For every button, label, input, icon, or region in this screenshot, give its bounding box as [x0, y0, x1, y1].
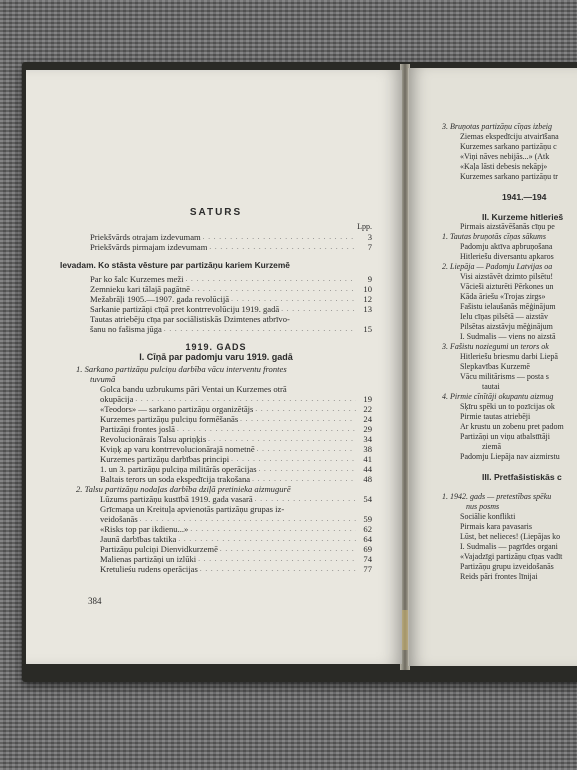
toc-page-number: 19: [363, 394, 372, 404]
spacer: [442, 462, 577, 472]
toc-entry: [60, 534, 372, 544]
toc-entry: [60, 504, 372, 514]
right-page-line: Reids pāri frontes līnijai: [460, 572, 538, 581]
toc-entry: [60, 444, 372, 454]
right-page-line: Kurzemes sarkano partizāņu tr: [460, 172, 558, 181]
toc-entry-text: Partizāņu pulciņi Dienvidkurzemē: [100, 544, 218, 554]
toc-entry: [60, 384, 372, 394]
page-number: 384: [88, 596, 102, 606]
right-page-line: II. Kurzeme hitlerieš: [482, 212, 564, 222]
toc-entry-text: Tautas atriebēju cīņa par sociālistiskās Dzimtenes atbrīvo-: [90, 314, 290, 324]
right-page-line: Visi aizstāvēt dzimto pilsētu!: [460, 272, 554, 281]
toc-page-number: 3: [367, 232, 372, 242]
toc-entry-text: Partizāņi frontes joslā: [100, 424, 175, 434]
toc-entry: [60, 544, 372, 554]
toc-entry-text: «Risks top par ikdienu...»: [100, 524, 189, 534]
right-page-line: Sķīru spēki un to pozīcijas ok: [460, 402, 555, 411]
dot-leader: [190, 524, 356, 534]
toc-page-number: 74: [363, 554, 372, 564]
toc-entry: [60, 564, 372, 574]
right-page-line: Pirmais aizstāvēšanās cīņu pe: [460, 222, 555, 231]
right-page-line: Ziemas ekspedīciju atvairīšana: [460, 132, 559, 141]
toc-entry-text: Baltais terors un soda ekspedīcija trakošana: [100, 474, 251, 484]
toc-entry-text: Jaunā darbības taktika: [100, 534, 177, 544]
right-page-line: 1941.—194: [502, 192, 547, 202]
toc-entry-text: 1. un 3. partizāņu pulciņa militārās operācijas: [100, 464, 257, 474]
toc-page-number: 13: [363, 304, 372, 314]
toc-entry-text: «Teodors» — sarkano partizāņu organizētājs: [100, 404, 254, 414]
spacer: [442, 482, 577, 492]
right-page-line: «Kaļa lāsti debesis nekāpj»: [460, 162, 548, 171]
toc-entry-text: Zemnieku kari tālajā pagātnē: [90, 284, 190, 294]
toc-page-number: 62: [363, 524, 372, 534]
toc-entry: [60, 404, 372, 414]
section-1-list: [60, 384, 372, 484]
toc-entry-text: Par ko šalc Kurzemes meži: [90, 274, 184, 284]
toc-entry: [60, 394, 372, 404]
toc-entry: [60, 242, 372, 252]
right-page-line: 3. Bruņotas partizāņu cīņas izbeig: [442, 122, 553, 131]
dot-leader: [203, 232, 356, 242]
right-page-line: III. Pretfašistiskās c: [482, 472, 562, 482]
right-page-line: Hitleriešu briesmu darbi Liepā: [460, 352, 558, 361]
right-page-line: Ielu cīņas pilsētā — aizstāv: [460, 312, 548, 321]
toc-entry: [60, 494, 372, 504]
toc-entry-text: Grīcmaņa un Kreituļa apvienotās partizāņu grupas iz-: [100, 504, 285, 514]
toc-page-number: 22: [363, 404, 372, 414]
intro-list: [60, 274, 372, 334]
right-page-line: I. Sudmalis — viens no aizstā: [460, 332, 556, 341]
dot-leader: [281, 304, 356, 314]
toc-page-number: 44: [363, 464, 372, 474]
toc-entry-text: okupācija: [100, 394, 134, 404]
right-page-line: tautai: [482, 382, 500, 391]
right-page-line: 1. Tautas bruņotās cīņas sākums: [442, 232, 546, 241]
toc-page-number: 64: [363, 534, 372, 544]
right-page-line: nus posms: [466, 502, 500, 511]
right-page-line: Lūst, bet nelieces! (Liepājas ko: [460, 532, 561, 541]
toc-page-number: 12: [363, 294, 372, 304]
right-page-line: Slepkavības Kurzemē: [460, 362, 530, 371]
toc-page-number: 54: [363, 494, 372, 504]
section-2-heading: 2. Talsu partizāņu nodaļas darbība dziļā pretinieka aizmugurē: [76, 484, 291, 494]
toc-entry: [60, 524, 372, 534]
dot-leader: [231, 454, 356, 464]
toc-entry: [60, 274, 372, 284]
right-page-line: ziemā: [482, 442, 502, 451]
dot-leader: [252, 474, 356, 484]
right-page-line: 2. Liepāja — Padomju Latvijas oa: [442, 262, 553, 271]
toc-entry: [60, 294, 372, 304]
dot-leader: [135, 394, 356, 404]
toc-entry: [60, 474, 372, 484]
right-page-text: [442, 122, 577, 582]
right-page-line: Ar krustu un zobenu pret padom: [460, 422, 564, 431]
dot-leader: [177, 424, 356, 434]
right-page-line: I. Sudmalis — pagrīdes organi: [460, 542, 558, 551]
toc-entry: [60, 424, 372, 434]
right-page-line: Hitleriešu diversantu apkaros: [460, 252, 554, 261]
spacer: [442, 202, 577, 212]
toc-entry-text: Kviņķ ap varu kontrrevolucionārajā nometnē: [100, 444, 255, 454]
right-page-line: Partizāņu grupu izveidošanās: [460, 562, 554, 571]
toc-entry-text: Mežabrāļi 1905.—1907. gada revolūcijā: [90, 294, 230, 304]
dot-leader: [140, 514, 356, 524]
table-of-contents: [60, 200, 372, 574]
dot-leader: [186, 274, 356, 284]
right-page-line: Pirmais kara pavasaris: [460, 522, 532, 531]
right-page-line: 3. Fašistu noziegumi un terors ok: [442, 342, 549, 351]
right-page-line: Padomju aktīva apbruņošana: [460, 242, 553, 251]
dot-leader: [178, 534, 356, 544]
toc-entry: [60, 514, 372, 524]
toc-entry-text: Kurzemes partizāņu pulciņu formēšanās: [100, 414, 239, 424]
dot-leader: [255, 494, 356, 504]
dot-leader: [209, 242, 356, 252]
toc-entry-text: Kurzemes partizāņu darbības principi: [100, 454, 230, 464]
toc-page-number: 38: [363, 444, 372, 454]
dot-leader: [164, 324, 356, 334]
right-page-line: Kāda āriešu «Trojas zirgs»: [460, 292, 546, 301]
right-page-line: Partizāņi un viņu atbalstītāji: [460, 432, 550, 441]
toc-page-number: 15: [363, 324, 372, 334]
dot-leader: [257, 444, 356, 454]
toc-page-number: 24: [363, 414, 372, 424]
right-page-line: Vācu militārisms — posta s: [460, 372, 549, 381]
toc-entry-text: Kretulieśu rudens operācijas: [100, 564, 198, 574]
toc-page-number: 10: [363, 284, 372, 294]
right-page-line: Vācieši aizturēti Pērkones un: [460, 282, 554, 291]
toc-title: SATURS: [189, 207, 243, 218]
right-page-line: Pirmie tautas atriebēji: [460, 412, 531, 421]
toc-entry-text: Malienas partizāņi un izlūki: [100, 554, 197, 564]
part-title: I. Cīņā par padomju varu 1919. gadā: [139, 352, 293, 362]
year-heading: 1919. GADS: [185, 342, 247, 352]
toc-entry: [60, 464, 372, 474]
toc-entry-text: Golca bandu uzbrukums pāri Ventai un Kurzemes otrā: [100, 384, 287, 394]
toc-entry: [60, 554, 372, 564]
toc-entry: [60, 314, 372, 324]
toc-entry: [60, 414, 372, 424]
section-1-heading: 1. Sarkano partizāņu pulciņu darbība vācu interventu frontes tuvumā: [76, 364, 287, 384]
dot-leader: [240, 414, 356, 424]
toc-entry: [60, 232, 372, 242]
toc-page-number: 29: [363, 424, 372, 434]
toc-entry-text: Revolucionārais Talsu apriņķis: [100, 434, 207, 444]
toc-entry-text: Lūzums partizāņu kustībā 1919. gada vasarā: [100, 494, 253, 504]
toc-entry-text: Priekšvārds pirmajam izdevumam: [90, 242, 208, 252]
toc-page-number: 77: [363, 564, 372, 574]
right-page-line: Fašistu ielaušanās mēģinājum: [460, 302, 556, 311]
toc-entry: [60, 304, 372, 314]
toc-entry: [60, 284, 372, 294]
toc-page-number: 7: [367, 242, 372, 252]
right-page-line: 1. 1942. gads — pretestības spēku: [442, 492, 552, 501]
intro-heading: Ievadam. Ko stāsta vēsture par partizāņu kariem Kurzemē: [60, 260, 290, 270]
right-page-line: Pilsētas aizstāvju mēģinājum: [460, 322, 553, 331]
dot-leader: [220, 544, 356, 554]
page-column-label: Lpp.: [357, 222, 372, 231]
toc-entry-text: Sarkanie partizāņi cīņā pret kontrrevolūciju 1919. gadā: [90, 304, 280, 314]
preface-list: [60, 232, 372, 252]
toc-page-number: 9: [367, 274, 372, 284]
toc-entry: [60, 454, 372, 464]
right-page-line: «Viņi nāves nebijās...» (Atk: [460, 152, 550, 161]
spacer: [442, 182, 577, 192]
toc-entry: [60, 324, 372, 334]
dot-leader: [200, 564, 356, 574]
dot-leader: [208, 434, 356, 444]
right-page-line: «Vajadzīgi partizāņu cīņas vadīt: [460, 552, 563, 561]
toc-page-number: 41: [363, 454, 372, 464]
right-page-line: Padomju Liepāja nav aizmirstu: [460, 452, 560, 461]
right-page-line: 4. Pirmie cīnītāji okupantu aizmug: [442, 392, 554, 401]
right-page-line: Kurzemes sarkano partizāņu c: [460, 142, 557, 151]
dot-leader: [192, 284, 356, 294]
toc-page-number: 48: [363, 474, 372, 484]
toc-page-number: 69: [363, 544, 372, 554]
toc-entry-text: veidošanās: [100, 514, 138, 524]
section-2-list: [60, 494, 372, 574]
toc-entry: [60, 434, 372, 444]
toc-page-number: 34: [363, 434, 372, 444]
toc-entry-text: šanu no fašisma jūga: [90, 324, 162, 334]
dot-leader: [198, 554, 356, 564]
dot-leader: [259, 464, 356, 474]
dot-leader: [231, 294, 356, 304]
toc-page-number: 59: [363, 514, 372, 524]
toc-entry-text: Priekšvārds otrajam izdevumam: [90, 232, 201, 242]
dot-leader: [255, 404, 356, 414]
right-page-line: Sociālie konflikti: [460, 512, 516, 521]
